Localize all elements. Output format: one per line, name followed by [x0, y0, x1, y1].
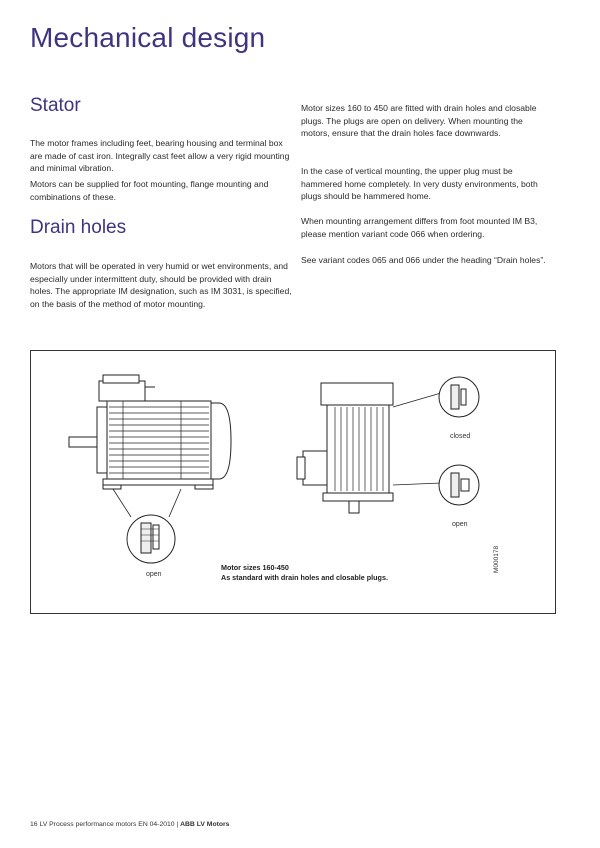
stator-paragraph-1: The motor frames including feet, bearing housing and terminal box are made of cast iron. Integrally cast feet allow a very rigid mounting and minimal vibration.	[30, 138, 290, 174]
figure-caption-line-2: As standard with drain holes and closable plugs.	[221, 573, 388, 582]
footer-brand: ABB LV Motors	[180, 821, 230, 828]
label-closed: closed	[450, 433, 471, 440]
label-open-right: open	[452, 521, 468, 528]
right-paragraph-1: Motor sizes 160 to 450 are fitted with drain holes and closable plugs. The plugs are open on delivery. When mounting the motors, ensure that the drain holes face downwards.	[301, 103, 537, 139]
stator-heading: Stator	[30, 95, 81, 116]
right-paragraph-3: When mounting arrangement differs from foot mounted IM B3, please mention variant code 066 when ordering.	[301, 216, 538, 239]
drain-holes-paragraph: Motors that will be operated in very humid or wet environments, and especially under intermittent duty, should be provided with drain holes. The appropriate IM designation, such as IM 3031, is specified, on the basis of the method of motor mounting.	[30, 261, 292, 309]
drain-holes-heading: Drain holes	[30, 217, 127, 238]
page-title: Mechanical design	[30, 22, 266, 53]
figure-caption-line-1: Motor sizes 160-450	[221, 563, 289, 572]
label-open-left: open	[146, 571, 162, 578]
right-paragraph-2: In the case of vertical mounting, the upper plug must be hammered home completely. In very dusty environments, both plugs should be hammered home.	[301, 166, 538, 202]
figure-caption	[221, 563, 388, 583]
drain-holes-figure	[30, 350, 556, 614]
footer-text: 16 LV Process performance motors EN 04-2010 |	[30, 821, 181, 828]
page-footer	[30, 821, 229, 828]
figure-code: M000178	[493, 545, 500, 573]
right-paragraph-4: See variant codes 065 and 066 under the heading “Drain holes”.	[301, 255, 546, 265]
stator-paragraph-2: Motors can be supplied for foot mounting, flange mounting and combinations of these.	[30, 179, 269, 202]
